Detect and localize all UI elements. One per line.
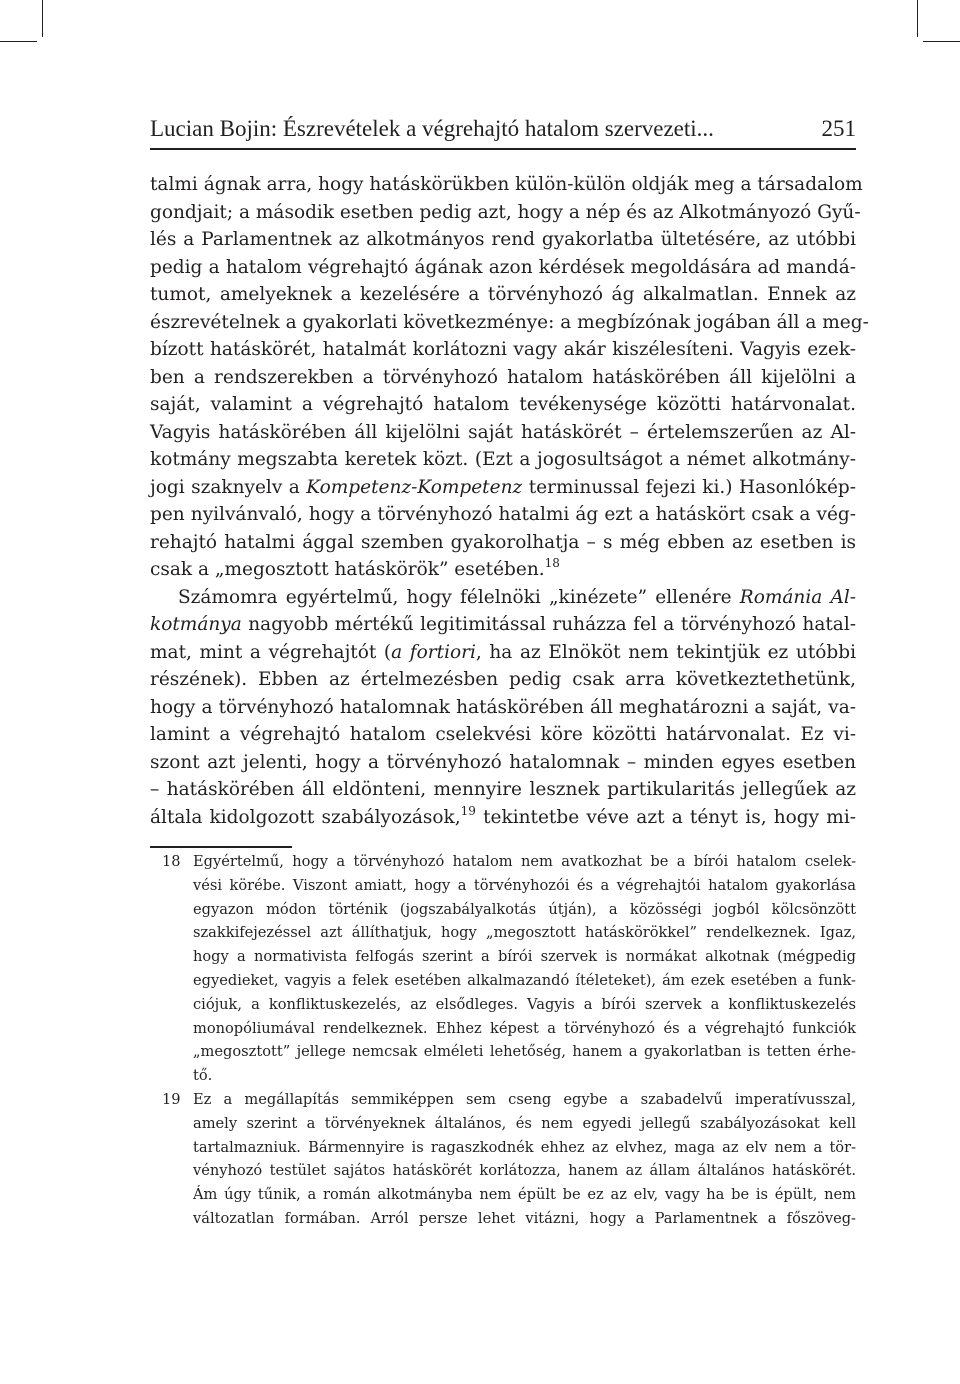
text-line: részének). Ebben az értelmezésben pedig csak arra következtethetünk, — [150, 669, 856, 690]
text-line: pen nyilvánvaló, hogy a törvényhozó hatalmi ág ezt a hatáskört csak a vég- — [150, 504, 856, 525]
main-text — [150, 171, 869, 831]
crop-mark — [917, 0, 918, 37]
text-line: lamint a végrehajtó hatalom cselekvési köre közötti határvonalat. Ez vi- — [150, 724, 856, 745]
crop-mark — [923, 41, 960, 42]
footnote-ref-19[interactable]: 19 — [460, 803, 476, 818]
footnote-line: változatlan formában. Arról persze lehet vitázni, hogy a Parlamentnek a főszöveg- — [193, 1209, 856, 1227]
text-line: gondjait; a második esetben pedig azt, hogy a nép és az Alkotmányozó Gyű- — [150, 201, 861, 223]
text-line: pedig a hatalom végrehajtó ágának azon kérdések megoldására ad mandá- — [150, 256, 856, 278]
footnote-line: hogy a normativista felfogás szerint a bírói szervek is normákat alkotnak (mégpedig — [193, 948, 856, 966]
text-line: Számomra egyértelmű, hogy félelnöki „kinézete” ellenére Románia Al- — [178, 586, 856, 608]
running-header — [150, 114, 856, 150]
footnote-line: Egyértelmű, hogy a törvényhozó hatalom nem avatkozhat be a bírói hatalom cselek- — [193, 853, 856, 870]
text-line: hogy a törvényhozó hatalomnak hatáskörében áll meghatározni a saját, va- — [150, 696, 856, 718]
text-line: lés a Parlamentnek az alkotmányos rend gyakorlatba ültetésére, az utóbbi — [150, 229, 856, 250]
text-line: mat, mint a végrehajtót (a fortiori, ha az Elnököt nem tekintjük ez utóbbi — [150, 641, 856, 663]
page-number: 251 — [821, 116, 856, 141]
footnotes — [150, 850, 856, 1231]
text-line: talmi ágnak arra, hogy hatáskörükben külön-külön oldják meg a társadalom — [150, 174, 863, 195]
running-title: Lucian Bojin: Észrevételek a végrehajtó hatalom szervezeti... — [150, 116, 714, 141]
italic-term: a fortiori — [391, 641, 476, 663]
text-line: csak a „megosztott hatáskörök” esetében.$^{18}$ — [150, 556, 560, 580]
footnote-line: „megosztott” jellege nemcsak elméleti lehetőség, hanem a gyakorlatban is tetten érhe- — [193, 1043, 856, 1061]
footnote-line: tő. — [193, 1067, 213, 1085]
footnote-line: amely szerint a törvényeknek általános, és nem egyedi jellegű szabályozásokat kell — [193, 1114, 856, 1132]
italic-title: kotmánya — [150, 614, 242, 635]
footnote-number: 18 — [162, 853, 181, 870]
text-line: ben a rendszerekben a törvényhozó hatalom hatáskörében áll kijelölni a — [150, 366, 856, 388]
text-line: tumot, amelyeknek a kezelésére a törvényhozó ág alkalmatlan. Ennek az — [150, 284, 856, 305]
text-line: kotmány megszabta keretek közt. (Ezt a jogosultságot a német alkotmány- — [150, 449, 856, 470]
text-line: saját, valamint a végrehajtó hatalom tevékenysége közötti határvonalat. — [150, 394, 856, 415]
footnote-line: szakkifejezéssel azt állíthatjuk, hogy „megosztott hatáskörökkel” rendelkeznek. Igaz, — [193, 924, 856, 942]
text-line: jogi szaknyelv a Kompetenz-Kompetenz terminussal fejezi ki.) Hasonlókép- — [150, 476, 857, 498]
text-line: kotmánya nagyobb mértékű legitimitással ruházza fel a törvényhozó hatal- — [150, 614, 856, 635]
crop-mark — [42, 0, 43, 37]
footnote-19 — [150, 1088, 856, 1231]
footnote-18 — [150, 850, 856, 1088]
text-line: bízott hatáskörét, hatalmát korlátozni vagy akár kiszélesíteni. Vagyis ezek- — [150, 339, 856, 360]
footnote-line: Ez a megállapítás semmiképpen sem cseng egybe a szabadelvű imperatívusszal, — [193, 1090, 856, 1108]
crop-mark — [0, 41, 37, 42]
italic-term: Kompetenz-Kompetenz — [306, 476, 523, 498]
footnote-line: ciójuk, a konfliktuskezelés, az elsődleges. Vagyis a bírói szervek a konfliktuskezelés — [193, 995, 856, 1013]
text-line: szont azt jelenti, hogy a törvényhozó hatalomnak – minden egyes esetben — [150, 751, 856, 773]
footnote-line: Ám úgy tűnik, a román alkotmányba nem épült be ez az elv, vagy ha be is épült, nem — [193, 1186, 856, 1204]
text-line: általa kidolgozott szabályozások,$^{19}$ tekintetbe véve azt a tényt is, hogy mi- — [150, 803, 856, 828]
footnote-line: egyazon módon történik (jogszabályalkotás útján), a közösségi jogból kölcsönzött — [193, 900, 856, 918]
footnote-line: tartalmazniuk. Bármennyire is ragaszkodnék ehhez az elvhez, maga az elv nem a tör- — [193, 1138, 856, 1156]
text-line: Vagyis hatáskörében áll kijelölni saját hatáskörét – értelemszerűen az Al- — [150, 421, 856, 443]
footnote-line: vényhozó testület sajátos hatáskörét korlátozza, hanem az állam általános hatáskörét. — [193, 1162, 856, 1180]
footnote-separator — [150, 846, 292, 848]
italic-title: Románia Al- — [739, 586, 856, 608]
footnote-line: vési körébe. Viszont amiatt, hogy a törvényhozói és a végrehajtói hatalom gyakorlása — [193, 876, 856, 894]
footnote-ref-18[interactable]: 18 — [544, 556, 560, 570]
footnote-number: 19 — [162, 1090, 181, 1108]
text-line: – hatáskörében áll eldönteni, mennyire lesznek partikularitás jellegűek az — [150, 779, 856, 800]
footnote-line: egyedieket, vagyis a felek esetében alkalmazandó ítéleteket), ám ezek esetében a funk- — [193, 971, 856, 989]
footnote-line: monopóliumával rendelkeznek. Ehhez képest a törvényhozó és a végrehajtó funkciók — [193, 1019, 856, 1037]
text-line: rehajtó hatalmi ággal szemben gyakorolhatja – s még ebben az esetben is — [150, 531, 856, 553]
text-line: észrevételnek a gyakorlati következménye: a megbízónak jogában áll a meg- — [150, 311, 869, 333]
